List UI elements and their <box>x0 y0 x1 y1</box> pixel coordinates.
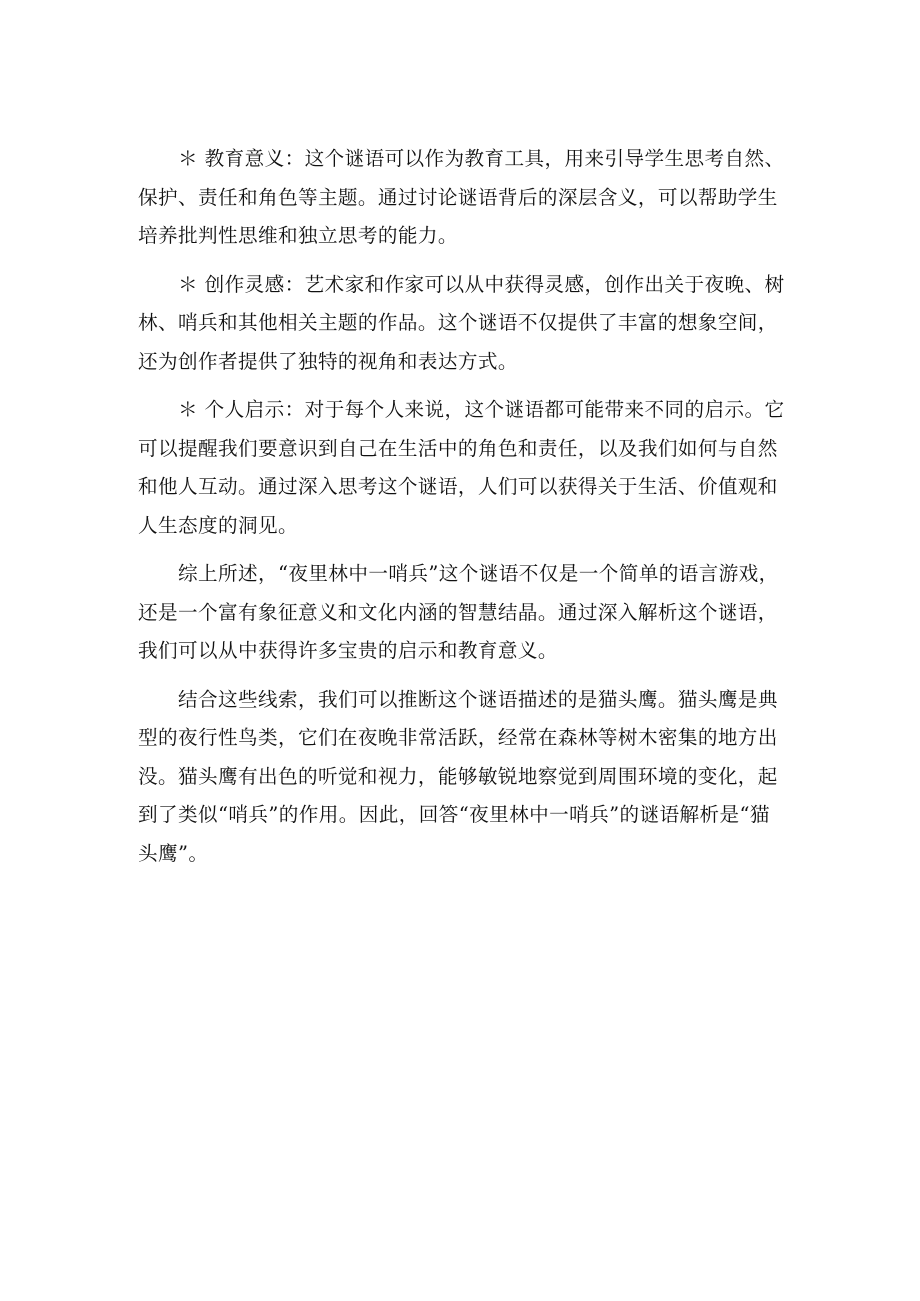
paragraph-line: 综上所述，“夜里林中一哨兵”这个谜语不仅是一个简单的语言游戏， <box>178 562 779 585</box>
paragraph-education <box>138 140 798 256</box>
paragraph-line: 还是一个富有象征意义和文化内涵的智慧结晶。通过深入解析这个谜语， <box>138 600 778 624</box>
paragraph-line: 培养批判性思维和独立思考的能力。 <box>138 224 458 247</box>
paragraph-line: ＊ 教育意义：这个谜语可以作为教育工具，用来引导学生思考自然、 <box>178 147 785 170</box>
paragraph-line: 没。猫头鹰有出色的听觉和视力，能够敏锐地察觉到周围环境的变化，起 <box>138 764 778 788</box>
paragraph-line: ＊ 个人启示：对于每个人来说，这个谜语都可能带来不同的启示。它 <box>178 398 785 421</box>
paragraph-line: 头鹰”。 <box>138 841 209 865</box>
paragraph-line: 还为创作者提供了独特的视角和表达方式。 <box>138 349 518 373</box>
paragraph-summary <box>138 555 798 671</box>
paragraph-line: 可以提醒我们要意识到自己在生活中的角色和责任，以及我们如何与自然 <box>138 436 778 460</box>
paragraph-line: 林、哨兵和其他相关主题的作品。这个谜语不仅提供了丰富的想象空间， <box>138 311 778 334</box>
paragraph-line: 到了类似“哨兵”的作用。因此，回答“夜里林中一哨兵”的谜语解析是“猫 <box>138 803 770 826</box>
paragraph-line: 结合这些线索，我们可以推断这个谜语描述的是猫头鹰。猫头鹰是典 <box>178 687 778 711</box>
paragraph-line: 和他人互动。通过深入思考这个谜语，人们可以获得关于生活、价值观和 <box>138 475 778 498</box>
paragraph-personal <box>138 391 798 545</box>
paragraph-line: ＊ 创作灵感：艺术家和作家可以从中获得灵感，创作出关于夜晚、树 <box>178 272 785 296</box>
paragraph-inspiration <box>138 266 798 382</box>
document-page <box>138 140 798 883</box>
paragraph-line: 型的夜行性鸟类，它们在夜晚非常活跃，经常在森林等树木密集的地方出 <box>138 726 778 749</box>
paragraph-line: 保护、责任和角色等主题。通过讨论谜语背后的深层含义，可以帮助学生 <box>138 185 778 209</box>
paragraph-line: 我们可以从中获得许多宝贵的启示和教育意义。 <box>138 639 558 662</box>
paragraph-conclusion <box>138 681 798 874</box>
paragraph-line: 人生态度的洞见。 <box>138 513 298 537</box>
